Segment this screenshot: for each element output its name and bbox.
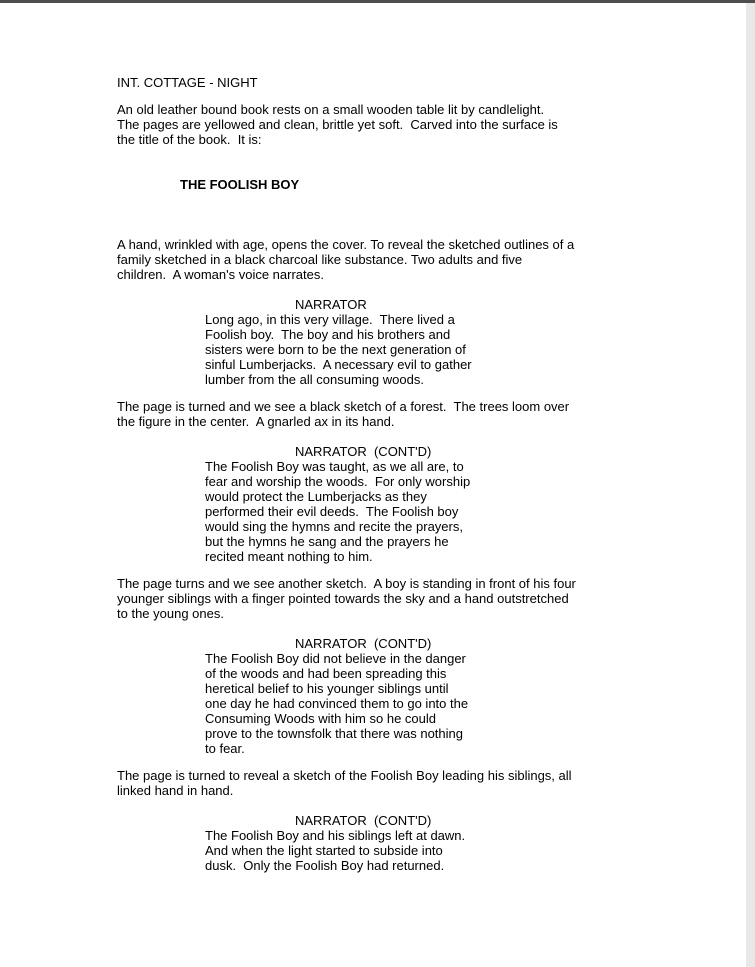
action-line: family sketched in a black charcoal like substance. Two adults and five bbox=[117, 252, 523, 267]
dialogue-line: And when the light started to subside into bbox=[205, 843, 443, 858]
action-line: The page is turned and we see a black sketch of a forest. The trees loom over bbox=[117, 399, 570, 414]
action-block bbox=[117, 576, 737, 621]
screenplay-page bbox=[117, 75, 737, 873]
dialogue-line: fear and worship the woods. For only worship bbox=[205, 474, 471, 489]
action-line: The pages are yellowed and clean, brittle yet soft. Carved into the surface is bbox=[117, 117, 558, 132]
action-line: the title of the book. It is: bbox=[117, 132, 262, 147]
dialogue-line: recited meant nothing to him. bbox=[205, 549, 373, 564]
action-line: The page turns and we see another sketch. A boy is standing in front of his four bbox=[117, 576, 576, 591]
dialogue-line: to fear. bbox=[205, 741, 245, 756]
dialogue-line: sisters were born to be the next generation of bbox=[205, 342, 466, 357]
action-line: younger siblings with a finger pointed towards the sky and a hand outstretched bbox=[117, 591, 569, 606]
dialogue-block bbox=[117, 636, 737, 756]
character-cue: NARRATOR (CONT'D) bbox=[295, 813, 432, 828]
action-line: to the young ones. bbox=[117, 606, 224, 621]
window-top-border bbox=[0, 0, 755, 3]
action-line: linked hand in hand. bbox=[117, 783, 234, 798]
action-line: the figure in the center. A gnarled ax in its hand. bbox=[117, 414, 395, 429]
character-cue: NARRATOR bbox=[295, 297, 367, 312]
character-cue: NARRATOR (CONT'D) bbox=[295, 636, 432, 651]
dialogue-block bbox=[117, 297, 737, 387]
dialogue-line: would sing the hymns and recite the prayers, bbox=[205, 519, 463, 534]
dialogue-line: heretical belief to his younger siblings until bbox=[205, 681, 449, 696]
character-cue: NARRATOR (CONT'D) bbox=[295, 444, 432, 459]
action-line: children. A woman's voice narrates. bbox=[117, 267, 324, 282]
dialogue-line: performed their evil deeds. The Foolish boy bbox=[205, 504, 459, 519]
dialogue-line: would protect the Lumberjacks as they bbox=[205, 489, 427, 504]
dialogue-line: dusk. Only the Foolish Boy had returned. bbox=[205, 858, 445, 873]
dialogue-line: The Foolish Boy was taught, as we all are, to bbox=[205, 459, 464, 474]
dialogue-line: The Foolish Boy and his siblings left at dawn. bbox=[205, 828, 466, 843]
dialogue-line: Foolish boy. The boy and his brothers and bbox=[205, 327, 451, 342]
title-block bbox=[117, 177, 737, 192]
dialogue-line: of the woods and had been spreading this bbox=[205, 666, 447, 681]
action-block bbox=[117, 399, 737, 429]
dialogue-line: but the hymns he sang and the prayers he bbox=[205, 534, 449, 549]
action-line: The page is turned to reveal a sketch of the Foolish Boy leading his siblings, all bbox=[117, 768, 572, 783]
action-block bbox=[117, 237, 737, 282]
scene-heading-line: INT. COTTAGE - NIGHT bbox=[117, 75, 258, 90]
dialogue-line: Long ago, in this very village. There lived a bbox=[205, 312, 455, 327]
action-block bbox=[117, 768, 737, 798]
dialogue-line: one day he had convinced them to go into the bbox=[205, 696, 469, 711]
action-line: An old leather bound book rests on a small wooden table lit by candlelight. bbox=[117, 102, 545, 117]
scrollbar-track[interactable] bbox=[746, 3, 755, 967]
dialogue-line: lumber from the all consuming woods. bbox=[205, 372, 424, 387]
dialogue-block bbox=[117, 813, 737, 873]
dialogue-line: The Foolish Boy did not believe in the danger bbox=[205, 651, 466, 666]
action-block bbox=[117, 102, 737, 147]
dialogue-line: prove to the townsfolk that there was nothing bbox=[205, 726, 463, 741]
action-line: A hand, wrinkled with age, opens the cover. To reveal the sketched outlines of a bbox=[117, 237, 575, 252]
dialogue-line: Consuming Woods with him so he could bbox=[205, 711, 436, 726]
script-title: THE FOOLISH BOY bbox=[180, 177, 300, 192]
scene-heading-block bbox=[117, 75, 737, 90]
dialogue-line: sinful Lumberjacks. A necessary evil to gather bbox=[205, 357, 472, 372]
dialogue-block bbox=[117, 444, 737, 564]
